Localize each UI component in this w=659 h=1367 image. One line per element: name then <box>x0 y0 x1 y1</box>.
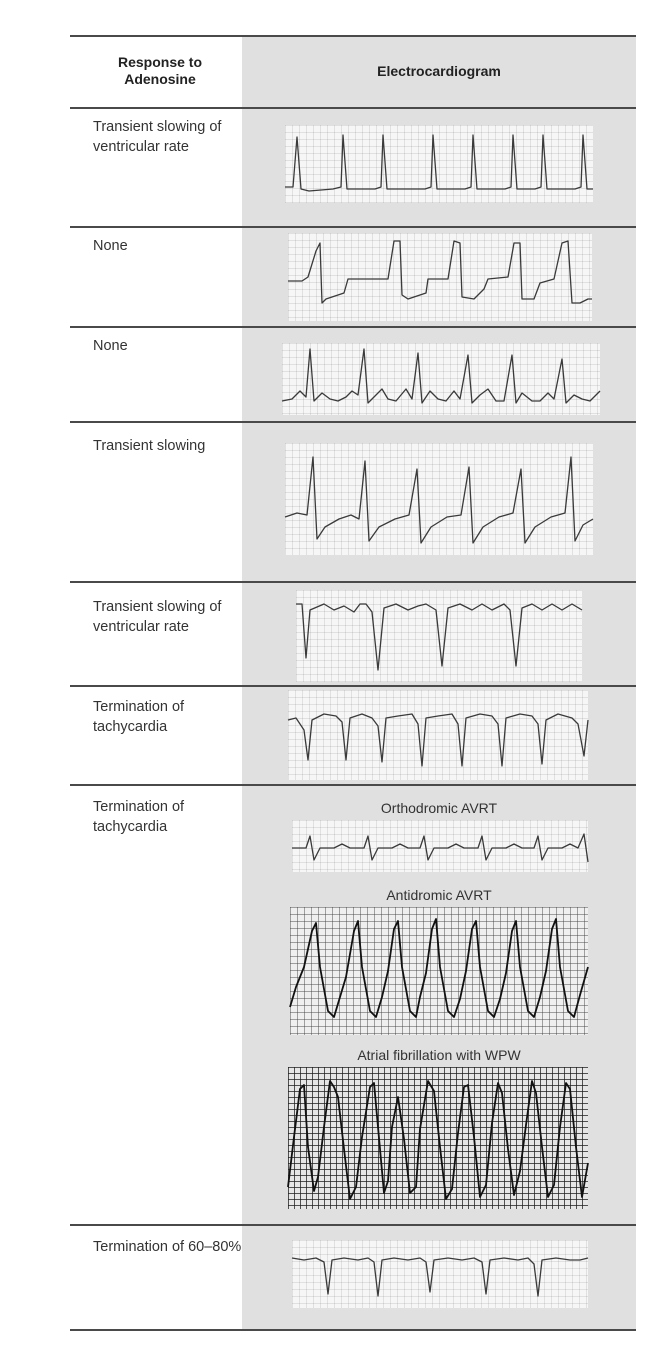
table-rule <box>70 581 636 583</box>
ecg-trace-atrial-fibrillation-wpw <box>288 1067 588 1209</box>
table-rule <box>70 685 636 687</box>
row-response: Transient slowing of ventricular rate <box>93 119 222 155</box>
ecg-trace-row-3 <box>282 343 600 415</box>
table-rule <box>70 421 636 423</box>
ecg-trace-orthodromic-avrt <box>292 820 588 872</box>
table-rule <box>70 326 636 328</box>
row-response: Termination of tachycardia <box>93 799 185 835</box>
ecg-trace-row-2 <box>288 233 592 321</box>
row-response: Transient slowing <box>93 438 206 454</box>
header-ecg-label: Electrocardiogram <box>377 62 501 79</box>
table-rule <box>70 1329 636 1331</box>
row-response: Termination of 60–80% <box>93 1239 242 1255</box>
row-response: None <box>93 338 128 354</box>
ecg-trace-row-6 <box>288 690 588 780</box>
row-response: Termination of tachycardia <box>93 699 185 735</box>
ecg-trace-row-5 <box>296 590 582 682</box>
subtrace-label-antidromic: Antidromic AVRT <box>386 887 492 903</box>
subtrace-label-af-wpw: Atrial fibrillation with WPW <box>357 1047 521 1063</box>
ecg-trace-row-8 <box>292 1240 588 1308</box>
table-rule <box>70 1224 636 1226</box>
header-response-to-adenosine <box>90 35 230 107</box>
ecg-trace-row-4 <box>285 443 593 555</box>
row-response: Transient slowing of ventricular rate <box>93 599 222 635</box>
table-rule <box>70 784 636 786</box>
table-rule <box>70 107 636 109</box>
adenosine-response-table <box>70 35 636 1331</box>
ecg-trace-antidromic-avrt <box>290 907 588 1035</box>
ecg-trace-sinus-tachycardia <box>285 125 593 203</box>
header-electrocardiogram <box>242 35 636 107</box>
header-response-label: Response to Adenosine <box>117 54 202 87</box>
subtrace-label-orthodromic: Orthodromic AVRT <box>380 800 498 816</box>
row-response: None <box>93 238 128 254</box>
table-rule <box>70 226 636 228</box>
